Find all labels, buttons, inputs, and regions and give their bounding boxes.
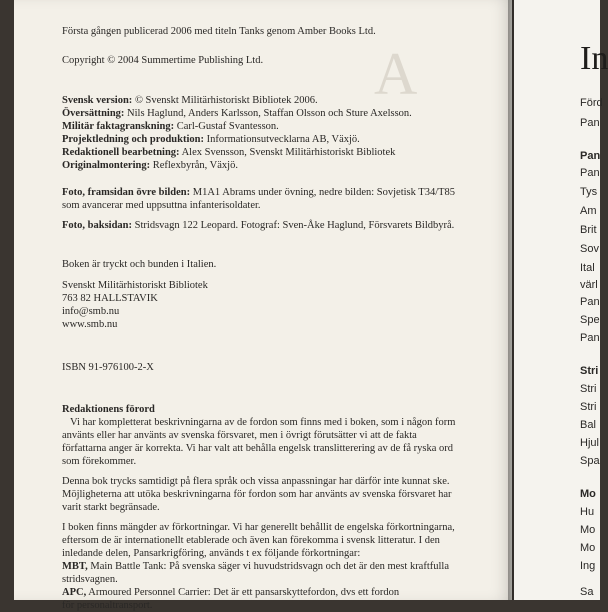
address-line: Svenskt Militärhistoriskt Bibliotek bbox=[62, 280, 208, 291]
credit-label: Projektledning och produktion: bbox=[62, 134, 204, 145]
credit-value: © Svenskt Militärhistoriskt Bibliotek 2006. bbox=[134, 95, 318, 106]
toc-item: Ing bbox=[580, 560, 596, 572]
para2-line: Möjligheterna att utöka beskrivningarna för fordon som har använts av svenska försvaret har bbox=[62, 489, 452, 500]
toc-item: Ital bbox=[580, 262, 595, 274]
toc-item: Spe bbox=[580, 314, 600, 326]
foreword-title: Redaktionens förord bbox=[62, 404, 155, 415]
photo-front-line2: som avancerar med uppsuttna infanterisoldater. bbox=[62, 200, 261, 211]
credit-production bbox=[62, 133, 360, 146]
para3-line: eftersom de är internationellt etablerade och även kan förekomma i svensk litteratur. I den bbox=[62, 535, 440, 546]
photo-back bbox=[62, 219, 454, 232]
toc-item: Am bbox=[580, 205, 597, 217]
toc-item: Pan bbox=[580, 332, 600, 344]
toc-item: Pan bbox=[580, 167, 600, 179]
credit-value: Reflexbyrån, Växjö. bbox=[152, 160, 238, 171]
address-line: 763 82 HALLSTAVIK bbox=[62, 293, 158, 304]
para2-line: varit starkt begränsade. bbox=[62, 502, 160, 513]
mbt-definition bbox=[62, 560, 449, 573]
credit-value: Informationsutvecklarna AB, Växjö. bbox=[206, 134, 360, 145]
toc-item: Stri bbox=[580, 401, 597, 413]
credit-editing bbox=[62, 146, 395, 159]
credit-label: Översättning: bbox=[62, 108, 125, 119]
apc-text: Armoured Personnel Carrier: Det är ett pansarskyttefordon, dvs ett fordon bbox=[88, 587, 400, 598]
toc-section-heading: Pan bbox=[580, 150, 601, 162]
foreword-line: som förekommer. bbox=[62, 456, 137, 467]
credit-translation bbox=[62, 107, 412, 120]
email-link: info@smb.nu bbox=[62, 306, 120, 317]
mbt-definition-cont: stridsvagnen. bbox=[62, 574, 118, 585]
credit-label: Redaktionell bearbetning: bbox=[62, 147, 180, 158]
mbt-label: MBT, bbox=[62, 561, 88, 572]
copyright-note: Copyright © 2004 Summertime Publishing Ltd. bbox=[62, 55, 264, 66]
bleed-through-ghost: A bbox=[374, 41, 419, 107]
credit-value: Nils Haglund, Anders Karlsson, Staffan Olsson och Sture Axelsson. bbox=[127, 108, 412, 119]
foreword-line: Vi har kompletterat beskrivningarna av de fordon som finns med i boken, som i någon form bbox=[70, 417, 456, 428]
photo-back-label: Foto, baksidan: bbox=[62, 220, 133, 231]
website-link: www.smb.nu bbox=[62, 319, 118, 330]
credit-value: Alex Svensson, Svenskt Militärhistoriskt Bibliotek bbox=[181, 147, 396, 158]
published-note: Första gången publicerad 2006 med titeln Tanks genom Amber Books Ltd. bbox=[62, 26, 376, 37]
toc-title: In bbox=[580, 40, 608, 77]
para2-line: Denna bok trycks samtidigt på flera språk och vissa anpassningar har därför inte kunnat ske. bbox=[62, 476, 450, 487]
mbt-text: Main Battle Tank: På svenska säger vi huvudstridsvagn och det är den mest kraftfulla bbox=[90, 561, 450, 572]
printed-note: Boken är tryckt och bunden i Italien. bbox=[62, 259, 217, 270]
toc-line: Pan bbox=[580, 117, 600, 129]
toc-item: Brit bbox=[580, 224, 597, 236]
isbn: ISBN 91-976100-2-X bbox=[62, 362, 154, 373]
credit-label: Militär faktagranskning: bbox=[62, 121, 175, 132]
photo-front-text: M1A1 Abrams under övning, nedre bilden: Sovjetisk T34/T85 bbox=[192, 187, 456, 198]
toc-item: Bal bbox=[580, 419, 596, 431]
left-page bbox=[14, 0, 512, 611]
toc-item: Hu bbox=[580, 506, 595, 518]
foreword-line: författarna anger är korrekta. Vi har valt att behålla engelsk translitterering av de få ryska ord bbox=[62, 443, 454, 454]
toc-item: Hjul bbox=[580, 437, 599, 449]
toc-section-heading: Stri bbox=[580, 365, 599, 377]
photo-front-line1 bbox=[62, 186, 455, 199]
credit-layout bbox=[62, 159, 238, 172]
right-page bbox=[514, 0, 608, 600]
credit-label: Originalmontering: bbox=[62, 160, 151, 171]
apc-definition bbox=[62, 586, 399, 599]
para3-line: inledande delen, Pansarkrigföring, används t ex följande förkortningar: bbox=[62, 548, 361, 559]
toc-item: värl bbox=[580, 279, 598, 291]
toc-item: Pan bbox=[580, 296, 600, 308]
apc-definition-cont: för personaltransport. bbox=[62, 600, 153, 611]
credit-fact-check bbox=[62, 120, 279, 133]
apc-label: APC, bbox=[62, 587, 87, 598]
toc-item: Sov bbox=[580, 243, 599, 255]
toc-section-heading: Mo bbox=[580, 488, 596, 500]
credit-swedish-version bbox=[62, 94, 318, 107]
foreword-line: använts eller har använts av svenska försvaret, men i övrigt förutsätter vi att de fakta bbox=[62, 430, 417, 441]
credit-value: Carl-Gustaf Svantesson. bbox=[176, 121, 279, 132]
credit-label: Svensk version: bbox=[62, 95, 133, 106]
toc-item: Spa bbox=[580, 455, 600, 467]
para3-line: I boken finns mängder av förkortningar. Vi har generellt behållit de engelska förkortningarna, bbox=[62, 522, 455, 533]
photo-back-text: Stridsvagn 122 Leopard. Fotograf: Sven-Åke Haglund, Försvarets Bildbyrå. bbox=[134, 220, 455, 231]
toc-item: Stri bbox=[580, 383, 597, 395]
toc-item: Mo bbox=[580, 542, 596, 554]
toc-item: Sa bbox=[580, 586, 594, 598]
toc-line: Förd bbox=[580, 97, 603, 109]
photo-front-label: Foto, framsidan övre bilden: bbox=[62, 187, 191, 198]
toc-item: Mo bbox=[580, 524, 596, 536]
toc-item: Tys bbox=[580, 186, 598, 198]
